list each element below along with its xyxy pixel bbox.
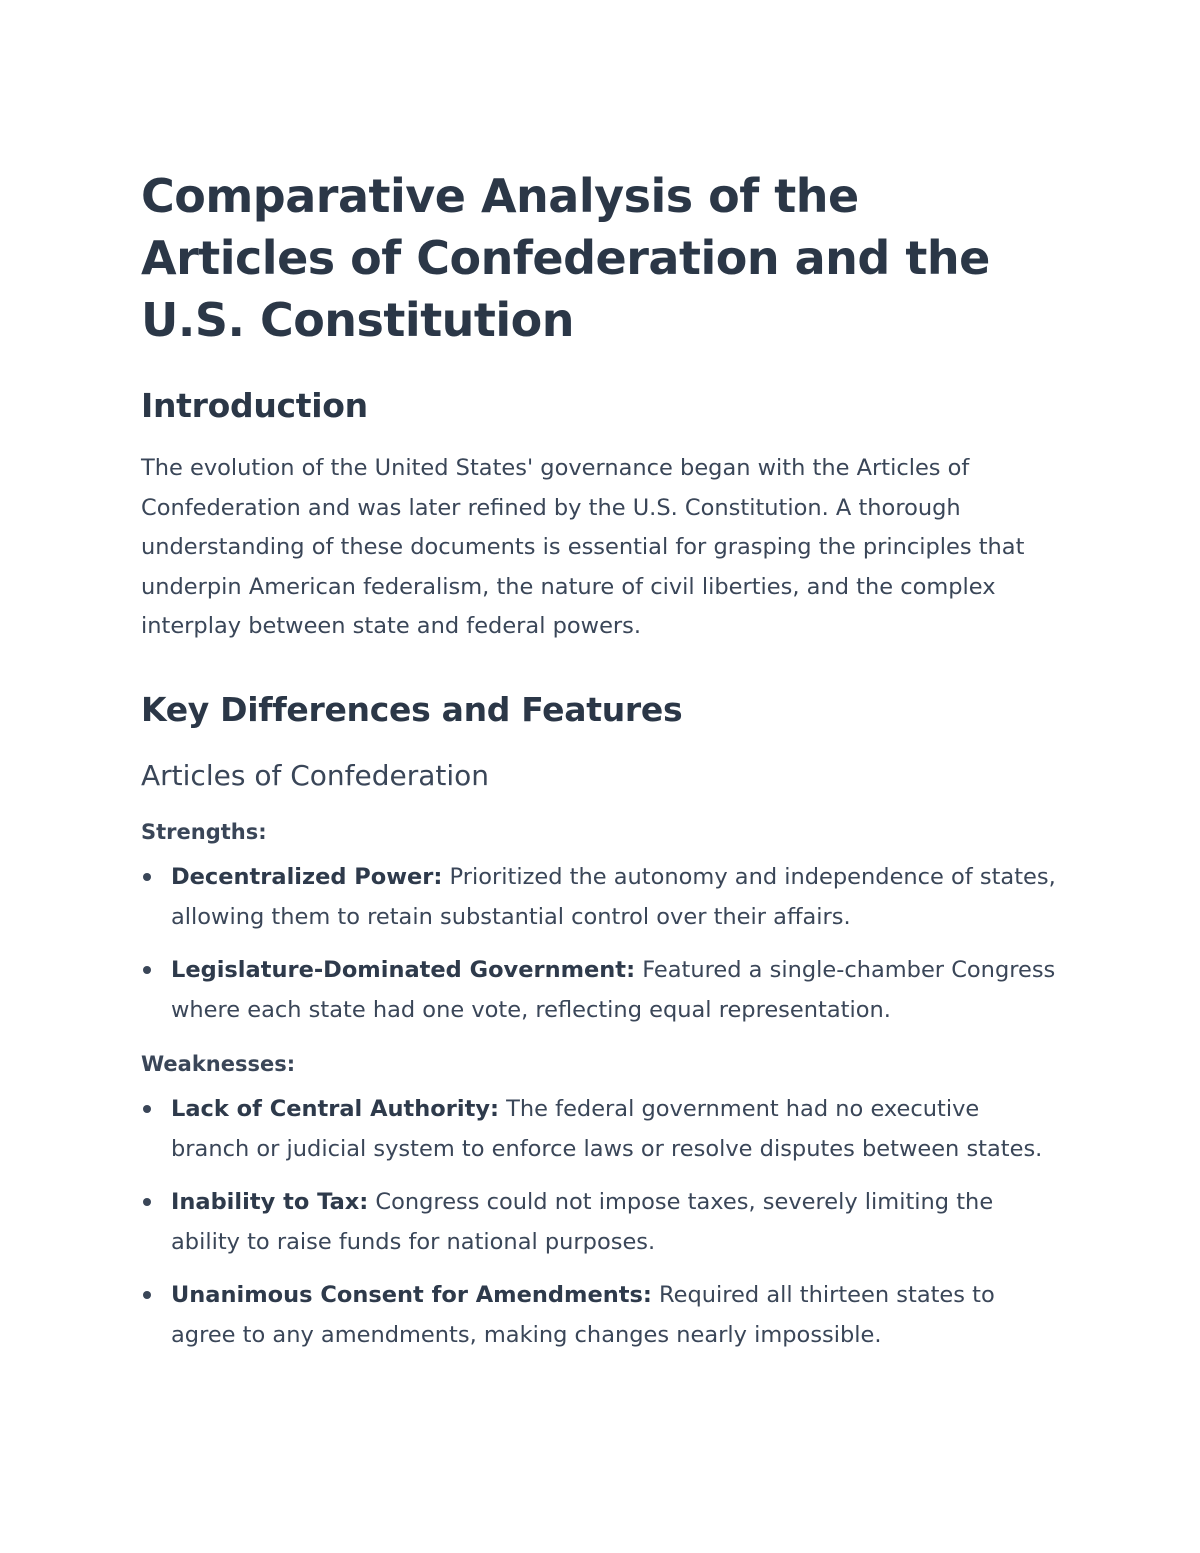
list-item-text: The federal government had no executive branch or judicial system to enforce laws or resolve disputes between states. <box>171 1095 1043 1162</box>
list-item-text: Prioritized the autonomy and independence of states, allowing them to retain substantial control over their affairs. <box>171 863 1056 930</box>
document-title: Comparative Analysis of the Articles of Confederation and the U.S. Constitution <box>141 169 990 347</box>
bullet-icon <box>143 1198 151 1206</box>
document-page <box>141 165 1061 1368</box>
list-item-text: Featured a single-chamber Congress where each state had one vote, reflecting equal representation. <box>171 956 1056 1023</box>
list-item <box>141 1089 1061 1170</box>
weaknesses-label: Weaknesses: <box>141 1051 296 1076</box>
list-item-text: Required all thirteen states to agree to any amendments, making changes nearly impossible. <box>171 1281 995 1348</box>
bullet-icon <box>143 966 151 974</box>
list-item <box>141 1275 1061 1356</box>
list-item-text: Congress could not impose taxes, severely limiting the ability to raise funds for national purposes. <box>171 1188 994 1255</box>
list-item <box>141 1182 1061 1263</box>
list-item-term: Legislature-Dominated Government: <box>171 956 636 983</box>
key-differences-heading: Key Differences and Features <box>141 689 683 729</box>
strengths-list <box>141 857 1061 1031</box>
list-item <box>141 857 1061 938</box>
introduction-paragraph: The evolution of the United States' governance began with the Articles of Confederation and was later refined by the U.S. Constitution. A thorough understanding of these documents is essential for grasping the principles that underpin American federalism, the nature of civil liberties, and the complex interplay between state and federal powers. <box>141 455 1025 639</box>
articles-heading: Articles of Confederation <box>141 758 490 792</box>
list-item-term: Inability to Tax: <box>171 1188 369 1215</box>
bullet-icon <box>143 873 151 881</box>
list-item-term: Unanimous Consent for Amendments: <box>171 1281 652 1308</box>
weaknesses-list <box>141 1089 1061 1356</box>
introduction-heading: Introduction <box>141 386 368 425</box>
list-item-term: Decentralized Power: <box>171 863 443 890</box>
bullet-icon <box>143 1105 151 1113</box>
strengths-label: Strengths: <box>141 819 267 844</box>
list-item <box>141 950 1061 1031</box>
list-item-term: Lack of Central Authority: <box>171 1095 499 1122</box>
bullet-icon <box>143 1291 151 1299</box>
